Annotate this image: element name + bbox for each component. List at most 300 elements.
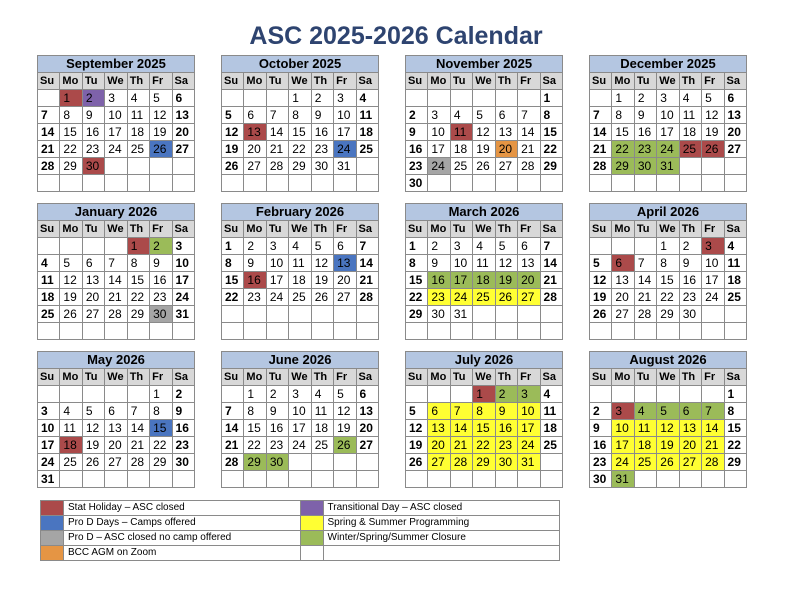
empty-day-cell xyxy=(679,158,701,175)
day-cell: 13 xyxy=(518,255,540,272)
day-cell: 26 xyxy=(406,454,428,471)
empty-day-cell xyxy=(311,306,333,323)
page-title: ASC 2025-2026 Calendar xyxy=(249,22,543,50)
weekday-header: Sa xyxy=(540,73,562,90)
weekday-header: We xyxy=(289,369,311,386)
empty-day-cell xyxy=(105,158,127,175)
empty-day-cell xyxy=(406,90,428,107)
day-cell: 30 xyxy=(311,158,333,175)
empty-day-cell xyxy=(495,323,517,340)
empty-day-cell xyxy=(657,175,679,192)
empty-day-cell xyxy=(289,323,311,340)
day-cell: 8 xyxy=(540,107,562,124)
day-cell: 22 xyxy=(244,437,266,454)
day-cell: 25 xyxy=(60,454,82,471)
weekday-header: Fr xyxy=(334,73,356,90)
weekday-header: Mo xyxy=(428,73,450,90)
empty-day-cell xyxy=(334,306,356,323)
day-cell: 30 xyxy=(150,306,172,323)
day-cell: 8 xyxy=(222,255,244,272)
month-title: May 2026 xyxy=(38,352,195,369)
day-cell: 1 xyxy=(406,238,428,255)
weekday-header: Tu xyxy=(82,221,104,238)
day-cell: 10 xyxy=(38,420,60,437)
day-cell: 16 xyxy=(150,272,172,289)
empty-day-cell xyxy=(222,90,244,107)
day-cell: 7 xyxy=(702,403,724,420)
weekday-header: Su xyxy=(38,73,60,90)
day-cell: 25 xyxy=(311,437,333,454)
empty-day-cell xyxy=(590,386,612,403)
day-cell: 22 xyxy=(473,437,495,454)
empty-day-cell xyxy=(127,471,149,488)
day-cell: 3 xyxy=(518,386,540,403)
day-cell: 23 xyxy=(679,289,701,306)
day-cell: 31 xyxy=(657,158,679,175)
day-cell: 1 xyxy=(657,238,679,255)
day-cell: 2 xyxy=(495,386,517,403)
weekday-header: Sa xyxy=(356,221,378,238)
day-cell: 20 xyxy=(518,272,540,289)
day-cell: 21 xyxy=(105,289,127,306)
day-cell: 10 xyxy=(702,255,724,272)
empty-day-cell xyxy=(702,306,724,323)
empty-day-cell xyxy=(150,471,172,488)
day-cell: 24 xyxy=(289,437,311,454)
day-cell: 12 xyxy=(473,124,495,141)
day-cell: 30 xyxy=(266,454,288,471)
month-calendar xyxy=(221,203,379,340)
day-cell: 16 xyxy=(428,272,450,289)
empty-day-cell xyxy=(150,175,172,192)
day-cell: 9 xyxy=(634,107,656,124)
weekday-header: Th xyxy=(495,221,517,238)
day-cell: 26 xyxy=(150,141,172,158)
day-cell: 16 xyxy=(311,124,333,141)
day-cell: 2 xyxy=(266,386,288,403)
empty-day-cell xyxy=(38,386,60,403)
legend-label-empty xyxy=(323,546,560,561)
empty-day-cell xyxy=(105,175,127,192)
weekday-header: Tu xyxy=(266,369,288,386)
weekday-header: Su xyxy=(406,369,428,386)
day-cell: 18 xyxy=(127,124,149,141)
day-cell: 15 xyxy=(612,124,634,141)
month-title: June 2026 xyxy=(222,352,379,369)
weekday-header: Fr xyxy=(150,221,172,238)
day-cell: 13 xyxy=(82,272,104,289)
day-cell: 27 xyxy=(518,289,540,306)
day-cell: 29 xyxy=(150,454,172,471)
day-cell: 13 xyxy=(244,124,266,141)
day-cell: 4 xyxy=(60,403,82,420)
day-cell: 9 xyxy=(679,255,701,272)
month-calendar xyxy=(405,203,563,340)
day-cell: 27 xyxy=(356,437,378,454)
empty-day-cell xyxy=(105,471,127,488)
day-cell: 8 xyxy=(724,403,746,420)
weekday-header: Tu xyxy=(634,369,656,386)
day-cell: 17 xyxy=(266,272,288,289)
empty-day-cell xyxy=(428,175,450,192)
empty-day-cell xyxy=(266,306,288,323)
day-cell: 12 xyxy=(222,124,244,141)
day-cell: 30 xyxy=(679,306,701,323)
day-cell: 12 xyxy=(406,420,428,437)
day-cell: 20 xyxy=(495,141,517,158)
weekday-header: Fr xyxy=(518,73,540,90)
weekday-header: Mo xyxy=(612,369,634,386)
day-cell: 27 xyxy=(244,158,266,175)
day-cell: 24 xyxy=(428,158,450,175)
day-cell: 11 xyxy=(473,255,495,272)
day-cell: 17 xyxy=(657,124,679,141)
day-cell: 9 xyxy=(244,255,266,272)
empty-day-cell xyxy=(702,471,724,488)
day-cell: 25 xyxy=(289,289,311,306)
empty-day-cell xyxy=(495,306,517,323)
day-cell: 4 xyxy=(540,386,562,403)
empty-day-cell xyxy=(495,471,517,488)
day-cell: 20 xyxy=(679,437,701,454)
day-cell: 7 xyxy=(222,403,244,420)
day-cell: 15 xyxy=(222,272,244,289)
day-cell: 25 xyxy=(38,306,60,323)
day-cell: 16 xyxy=(266,420,288,437)
day-cell: 6 xyxy=(679,403,701,420)
day-cell: 25 xyxy=(679,141,701,158)
day-cell: 26 xyxy=(82,454,104,471)
day-cell: 29 xyxy=(60,158,82,175)
day-cell: 13 xyxy=(724,107,746,124)
day-cell: 7 xyxy=(540,238,562,255)
legend-label-spring: Spring & Summer Programming xyxy=(323,516,560,531)
day-cell: 13 xyxy=(612,272,634,289)
empty-day-cell xyxy=(334,323,356,340)
weekday-header: Th xyxy=(127,73,149,90)
month-title: November 2025 xyxy=(406,56,563,73)
empty-day-cell xyxy=(244,323,266,340)
weekday-header: Fr xyxy=(702,221,724,238)
day-cell: 18 xyxy=(473,272,495,289)
day-cell: 4 xyxy=(127,90,149,107)
weekday-header: Sa xyxy=(172,221,194,238)
month-title: August 2026 xyxy=(590,352,747,369)
day-cell: 11 xyxy=(540,403,562,420)
day-cell: 3 xyxy=(612,403,634,420)
legend-label-prod: Pro D Days – Camps offered xyxy=(64,516,301,531)
empty-day-cell xyxy=(657,471,679,488)
month-title: July 2026 xyxy=(406,352,563,369)
day-cell: 24 xyxy=(334,141,356,158)
day-cell: 11 xyxy=(679,107,701,124)
weekday-header: We xyxy=(289,73,311,90)
legend-swatch-closure xyxy=(300,531,323,546)
day-cell: 2 xyxy=(244,238,266,255)
day-cell: 1 xyxy=(612,90,634,107)
day-cell: 20 xyxy=(172,124,194,141)
weekday-header: We xyxy=(105,73,127,90)
day-cell: 29 xyxy=(289,158,311,175)
month-calendar xyxy=(221,351,379,488)
day-cell: 23 xyxy=(406,158,428,175)
day-cell: 6 xyxy=(518,238,540,255)
empty-day-cell xyxy=(105,323,127,340)
day-cell: 24 xyxy=(38,454,60,471)
empty-day-cell xyxy=(82,386,104,403)
weekday-header: Mo xyxy=(612,221,634,238)
empty-day-cell xyxy=(518,471,540,488)
day-cell: 1 xyxy=(244,386,266,403)
day-cell: 29 xyxy=(657,306,679,323)
day-cell: 17 xyxy=(38,437,60,454)
day-cell: 4 xyxy=(634,403,656,420)
day-cell: 23 xyxy=(495,437,517,454)
empty-day-cell xyxy=(634,471,656,488)
day-cell: 24 xyxy=(450,289,472,306)
day-cell: 28 xyxy=(266,158,288,175)
empty-day-cell xyxy=(356,323,378,340)
day-cell: 21 xyxy=(634,289,656,306)
day-cell: 19 xyxy=(495,272,517,289)
legend-swatch-prod xyxy=(41,516,64,531)
weekday-header: Th xyxy=(679,73,701,90)
empty-day-cell xyxy=(150,323,172,340)
empty-day-cell xyxy=(473,306,495,323)
day-cell: 21 xyxy=(702,437,724,454)
day-cell: 3 xyxy=(266,238,288,255)
day-cell: 28 xyxy=(518,158,540,175)
day-cell: 9 xyxy=(406,124,428,141)
empty-day-cell xyxy=(356,175,378,192)
day-cell: 19 xyxy=(82,437,104,454)
day-cell: 15 xyxy=(724,420,746,437)
empty-day-cell xyxy=(634,175,656,192)
day-cell: 28 xyxy=(127,454,149,471)
day-cell: 2 xyxy=(172,386,194,403)
empty-day-cell xyxy=(428,471,450,488)
empty-day-cell xyxy=(518,306,540,323)
empty-day-cell xyxy=(105,386,127,403)
weekday-header: Su xyxy=(38,221,60,238)
day-cell: 30 xyxy=(172,454,194,471)
day-cell: 20 xyxy=(105,437,127,454)
day-cell: 14 xyxy=(127,420,149,437)
day-cell: 14 xyxy=(634,272,656,289)
legend-swatch-spring xyxy=(300,516,323,531)
month-calendar xyxy=(405,351,563,488)
empty-day-cell xyxy=(266,471,288,488)
day-cell: 31 xyxy=(450,306,472,323)
legend-swatch-stat xyxy=(41,501,64,516)
day-cell: 9 xyxy=(428,255,450,272)
day-cell: 26 xyxy=(702,141,724,158)
day-cell: 28 xyxy=(540,289,562,306)
day-cell: 26 xyxy=(60,306,82,323)
day-cell: 5 xyxy=(222,107,244,124)
day-cell: 31 xyxy=(38,471,60,488)
empty-day-cell xyxy=(172,175,194,192)
day-cell: 1 xyxy=(724,386,746,403)
day-cell: 30 xyxy=(634,158,656,175)
day-cell: 18 xyxy=(724,272,746,289)
empty-day-cell xyxy=(406,471,428,488)
day-cell: 8 xyxy=(127,255,149,272)
weekday-header: Fr xyxy=(702,73,724,90)
day-cell: 14 xyxy=(38,124,60,141)
weekday-header: Sa xyxy=(172,369,194,386)
month-title: December 2025 xyxy=(590,56,747,73)
empty-day-cell xyxy=(590,175,612,192)
day-cell: 6 xyxy=(612,255,634,272)
day-cell: 8 xyxy=(289,107,311,124)
day-cell: 5 xyxy=(406,403,428,420)
day-cell: 19 xyxy=(334,420,356,437)
empty-day-cell xyxy=(82,471,104,488)
day-cell: 1 xyxy=(127,238,149,255)
empty-day-cell xyxy=(334,175,356,192)
weekday-header: Su xyxy=(590,73,612,90)
day-cell: 12 xyxy=(150,107,172,124)
weekday-header: We xyxy=(473,73,495,90)
day-cell: 7 xyxy=(38,107,60,124)
empty-day-cell xyxy=(518,90,540,107)
empty-day-cell xyxy=(702,386,724,403)
day-cell: 23 xyxy=(266,437,288,454)
day-cell: 25 xyxy=(473,289,495,306)
day-cell: 1 xyxy=(222,238,244,255)
day-cell: 16 xyxy=(82,124,104,141)
empty-day-cell xyxy=(590,90,612,107)
month-title: January 2026 xyxy=(38,204,195,221)
empty-day-cell xyxy=(657,323,679,340)
day-cell: 18 xyxy=(356,124,378,141)
empty-day-cell xyxy=(702,175,724,192)
empty-day-cell xyxy=(244,471,266,488)
day-cell: 18 xyxy=(289,272,311,289)
weekday-header: Mo xyxy=(60,73,82,90)
weekday-header: Sa xyxy=(540,369,562,386)
day-cell: 11 xyxy=(356,107,378,124)
month-calendar xyxy=(589,55,747,192)
day-cell: 5 xyxy=(311,238,333,255)
day-cell: 20 xyxy=(334,272,356,289)
day-cell: 9 xyxy=(82,107,104,124)
day-cell: 20 xyxy=(82,289,104,306)
empty-day-cell xyxy=(540,175,562,192)
day-cell: 5 xyxy=(657,403,679,420)
day-cell: 13 xyxy=(495,124,517,141)
empty-day-cell xyxy=(222,306,244,323)
day-cell: 16 xyxy=(495,420,517,437)
day-cell: 9 xyxy=(311,107,333,124)
day-cell: 26 xyxy=(334,437,356,454)
day-cell: 2 xyxy=(406,107,428,124)
day-cell: 7 xyxy=(518,107,540,124)
weekday-header: Mo xyxy=(60,221,82,238)
day-cell: 1 xyxy=(150,386,172,403)
empty-day-cell xyxy=(473,471,495,488)
day-cell: 10 xyxy=(428,124,450,141)
day-cell: 4 xyxy=(289,238,311,255)
legend-swatch-prod-no-camp xyxy=(41,531,64,546)
day-cell: 26 xyxy=(495,289,517,306)
day-cell: 28 xyxy=(590,158,612,175)
day-cell: 15 xyxy=(60,124,82,141)
day-cell: 27 xyxy=(172,141,194,158)
day-cell: 21 xyxy=(518,141,540,158)
weekday-header: Sa xyxy=(540,221,562,238)
month-calendar xyxy=(37,55,195,192)
empty-day-cell xyxy=(38,90,60,107)
day-cell: 22 xyxy=(289,141,311,158)
day-cell: 10 xyxy=(289,403,311,420)
weekday-header: We xyxy=(105,221,127,238)
day-cell: 24 xyxy=(702,289,724,306)
day-cell: 19 xyxy=(657,437,679,454)
day-cell: 1 xyxy=(473,386,495,403)
weekday-header: Mo xyxy=(60,369,82,386)
day-cell: 18 xyxy=(38,289,60,306)
day-cell: 23 xyxy=(428,289,450,306)
empty-day-cell xyxy=(679,386,701,403)
day-cell: 17 xyxy=(172,272,194,289)
day-cell: 17 xyxy=(702,272,724,289)
empty-day-cell xyxy=(289,454,311,471)
weekday-header: Fr xyxy=(150,73,172,90)
empty-day-cell xyxy=(82,175,104,192)
day-cell: 24 xyxy=(172,289,194,306)
empty-day-cell xyxy=(428,323,450,340)
empty-day-cell xyxy=(172,158,194,175)
day-cell: 3 xyxy=(657,90,679,107)
day-cell: 11 xyxy=(38,272,60,289)
day-cell: 6 xyxy=(172,90,194,107)
day-cell: 4 xyxy=(679,90,701,107)
empty-day-cell xyxy=(724,471,746,488)
weekday-header: Sa xyxy=(724,73,746,90)
empty-day-cell xyxy=(518,175,540,192)
day-cell: 29 xyxy=(540,158,562,175)
day-cell: 22 xyxy=(60,141,82,158)
day-cell: 19 xyxy=(60,289,82,306)
weekday-header: Tu xyxy=(634,73,656,90)
empty-day-cell xyxy=(222,386,244,403)
day-cell: 11 xyxy=(127,107,149,124)
day-cell: 7 xyxy=(590,107,612,124)
weekday-header: Mo xyxy=(428,221,450,238)
day-cell: 5 xyxy=(702,90,724,107)
day-cell: 2 xyxy=(428,238,450,255)
empty-day-cell xyxy=(495,90,517,107)
day-cell: 31 xyxy=(334,158,356,175)
empty-day-cell xyxy=(334,471,356,488)
day-cell: 21 xyxy=(266,141,288,158)
day-cell: 28 xyxy=(450,454,472,471)
day-cell: 8 xyxy=(473,403,495,420)
day-cell: 22 xyxy=(406,289,428,306)
legend-swatch-agm xyxy=(41,546,64,561)
empty-day-cell xyxy=(540,471,562,488)
day-cell: 12 xyxy=(60,272,82,289)
day-cell: 14 xyxy=(222,420,244,437)
day-cell: 22 xyxy=(150,437,172,454)
empty-day-cell xyxy=(311,471,333,488)
weekday-header: Fr xyxy=(518,221,540,238)
day-cell: 21 xyxy=(590,141,612,158)
empty-day-cell xyxy=(356,454,378,471)
legend-label-closure: Winter/Spring/Summer Closure xyxy=(323,531,560,546)
